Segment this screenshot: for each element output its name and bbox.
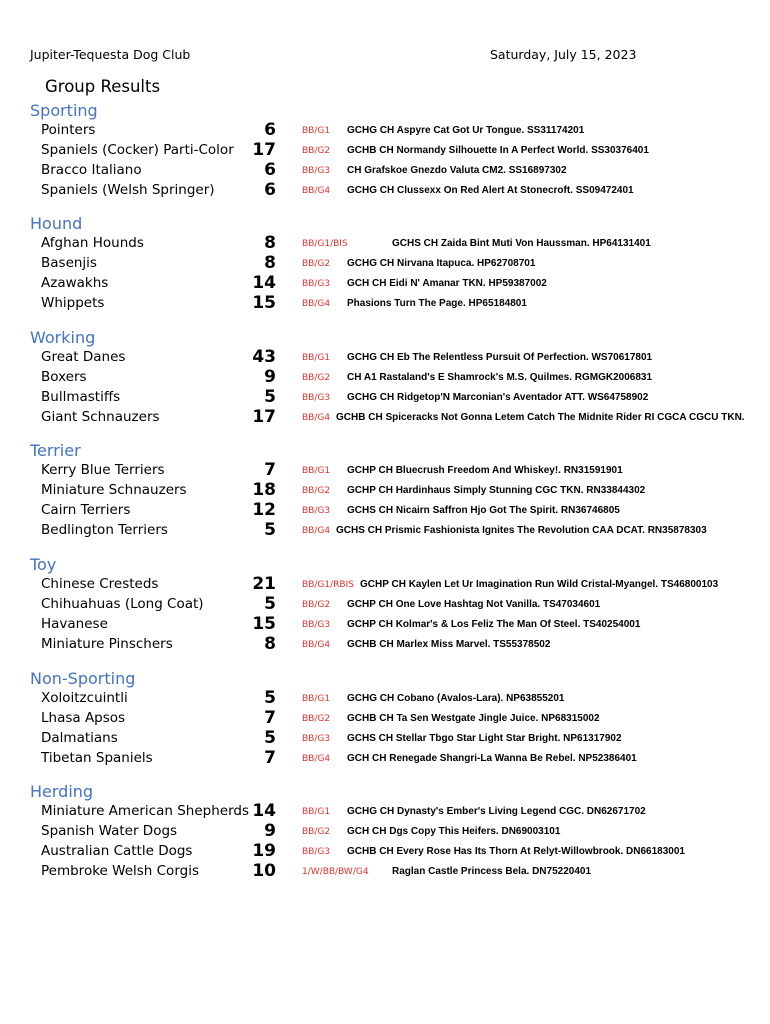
breed-name: Pembroke Welsh Corgis xyxy=(41,863,199,879)
entry-count: 14 xyxy=(252,273,276,293)
award-code: BB/G3 xyxy=(302,847,331,857)
winner-name: GCHS CH Prismic Fashionista Ignites The Revolution CAA DCAT. RN35878303 xyxy=(336,525,707,536)
award-code: BB/G1 xyxy=(302,694,331,704)
winner-name: GCHG CH Cobano (Avalos-Lara). NP63855201 xyxy=(347,693,565,704)
entry-count: 7 xyxy=(264,748,276,768)
breed-name: Bracco Italiano xyxy=(41,162,142,178)
winner-name: GCHP CH One Love Hashtag Not Vanilla. TS47034601 xyxy=(347,599,601,610)
award-code: BB/G4 xyxy=(302,299,331,309)
entry-count: 15 xyxy=(252,293,276,313)
award-code: BB/G1/BIS xyxy=(302,239,348,249)
award-code: BB/G4 xyxy=(302,754,331,764)
entry-count: 17 xyxy=(252,140,276,160)
breed-name: Pointers xyxy=(41,122,96,138)
group-title: Toy xyxy=(30,555,57,574)
breed-name: Miniature American Shepherds xyxy=(41,803,249,819)
award-code: BB/G3 xyxy=(302,166,331,176)
award-code: BB/G3 xyxy=(302,279,331,289)
breed-name: Giant Schnauzers xyxy=(41,409,160,425)
winner-name: GCHB CH Marlex Miss Marvel. TS55378502 xyxy=(347,639,551,650)
award-code: BB/G2 xyxy=(302,714,331,724)
event-date: Saturday, July 15, 2023 xyxy=(490,47,637,62)
result-row xyxy=(30,121,760,141)
award-code: BB/G2 xyxy=(302,373,331,383)
winner-name: GCHS CH Zaida Bint Muti Von Haussman. HP64131401 xyxy=(392,238,651,249)
result-row xyxy=(30,408,760,428)
award-code: BB/G1 xyxy=(302,807,331,817)
breed-name: Spaniels (Welsh Springer) xyxy=(41,182,215,198)
result-row xyxy=(30,521,760,541)
result-row xyxy=(30,822,760,842)
winner-name: CH A1 Rastaland's E Shamrock's M.S. Quilmes. RGMGK2006831 xyxy=(347,372,653,383)
result-row xyxy=(30,689,760,709)
result-row xyxy=(30,842,760,862)
award-code: BB/G3 xyxy=(302,620,331,630)
entry-count: 17 xyxy=(252,407,276,427)
group-section xyxy=(30,554,760,655)
group-section xyxy=(30,781,760,882)
entry-count: 7 xyxy=(264,460,276,480)
entry-count: 5 xyxy=(264,594,276,614)
award-code: BB/G2 xyxy=(302,146,331,156)
page-title: Group Results xyxy=(45,77,161,96)
breed-name: Great Danes xyxy=(41,349,126,365)
winner-name: GCHS CH Stellar Tbgo Star Light Star Bright. NP61317902 xyxy=(347,733,622,744)
winner-name: GCHB CH Normandy Silhouette In A Perfect World. SS30376401 xyxy=(347,145,649,156)
entry-count: 15 xyxy=(252,614,276,634)
breed-name: Boxers xyxy=(41,369,87,385)
result-row xyxy=(30,595,760,615)
result-row xyxy=(30,802,760,822)
breed-name: Lhasa Apsos xyxy=(41,710,126,726)
entry-count: 9 xyxy=(264,367,276,387)
award-code: 1/W/BB/BW/G4 xyxy=(302,867,369,877)
result-row xyxy=(30,348,760,368)
award-code: BB/G2 xyxy=(302,600,331,610)
winner-name: GCHP CH Hardinhaus Simply Stunning CGC TKN. RN33844302 xyxy=(347,485,646,496)
group-section xyxy=(30,440,760,541)
breed-name: Basenjis xyxy=(41,255,97,271)
award-code: BB/G1/RBIS xyxy=(302,580,354,590)
breed-name: Bullmastiffs xyxy=(41,389,121,405)
result-row xyxy=(30,709,760,729)
group-title: Working xyxy=(30,328,96,347)
winner-name: GCHG CH Eb The Relentless Pursuit Of Perfection. WS70617801 xyxy=(347,352,653,363)
result-row xyxy=(30,181,760,201)
winner-name: GCHG CH Ridgetop'N Marconian's Aventador ATT. WS64758902 xyxy=(347,392,649,403)
entry-count: 18 xyxy=(252,480,276,500)
entry-count: 14 xyxy=(252,801,276,821)
breed-name: Tibetan Spaniels xyxy=(41,750,153,766)
winner-name: GCHB CH Spiceracks Not Gonna Letem Catch The Midnite Rider RI CGCA CGCU TKN. xyxy=(336,412,745,423)
award-code: BB/G4 xyxy=(302,413,331,423)
award-code: BB/G2 xyxy=(302,827,331,837)
winner-name: GCHP CH Bluecrush Freedom And Whiskey!. RN31591901 xyxy=(347,465,623,476)
winner-name: GCHB CH Ta Sen Westgate Jingle Juice. NP68315002 xyxy=(347,713,600,724)
breed-name: Dalmatians xyxy=(41,730,118,746)
breed-name: Spaniels (Cocker) Parti-Color xyxy=(41,142,234,158)
winner-name: GCHP CH Kolmar's & Los Feliz The Man Of Steel. TS40254001 xyxy=(347,619,641,630)
entry-count: 9 xyxy=(264,821,276,841)
winner-name: CH Grafskoe Gnezdo Valuta CM2. SS16897302 xyxy=(347,165,567,176)
award-code: BB/G4 xyxy=(302,640,331,650)
club-name: Jupiter-Tequesta Dog Club xyxy=(30,47,191,62)
result-row xyxy=(30,388,760,408)
breed-name: Chinese Cresteds xyxy=(41,576,159,592)
winner-name: Phasions Turn The Page. HP65184801 xyxy=(347,298,527,309)
award-code: BB/G4 xyxy=(302,186,331,196)
award-code: BB/G3 xyxy=(302,506,331,516)
entry-count: 5 xyxy=(264,387,276,407)
result-row xyxy=(30,254,760,274)
breed-name: Spanish Water Dogs xyxy=(41,823,178,839)
breed-name: Azawakhs xyxy=(41,275,109,291)
group-title: Hound xyxy=(30,214,83,233)
entry-count: 5 xyxy=(264,520,276,540)
breed-name: Miniature Schnauzers xyxy=(41,482,187,498)
entry-count: 21 xyxy=(252,574,276,594)
result-row xyxy=(30,461,760,481)
group-title: Terrier xyxy=(30,441,81,460)
result-row xyxy=(30,615,760,635)
result-row xyxy=(30,729,760,749)
breed-name: Cairn Terriers xyxy=(41,502,131,518)
winner-name: GCH CH Eidi N' Amanar TKN. HP59387002 xyxy=(347,278,547,289)
breed-name: Xoloitzcuintli xyxy=(41,690,128,706)
entry-count: 19 xyxy=(252,841,276,861)
winner-name: GCHB CH Every Rose Has Its Thorn At Relyt-Willowbrook. DN66183001 xyxy=(347,846,685,857)
entry-count: 6 xyxy=(264,120,276,140)
result-row xyxy=(30,234,760,254)
entry-count: 6 xyxy=(264,180,276,200)
award-code: BB/G1 xyxy=(302,353,331,363)
breed-name: Miniature Pinschers xyxy=(41,636,173,652)
entry-count: 12 xyxy=(252,500,276,520)
winner-name: GCHG CH Clussexx On Red Alert At Stonecroft. SS09472401 xyxy=(347,185,634,196)
group-title: Herding xyxy=(30,782,94,801)
breed-name: Bedlington Terriers xyxy=(41,522,168,538)
award-code: BB/G3 xyxy=(302,734,331,744)
result-row xyxy=(30,274,760,294)
breed-name: Whippets xyxy=(41,295,105,311)
breed-name: Havanese xyxy=(41,616,108,632)
group-section xyxy=(30,100,760,201)
group-section xyxy=(30,327,760,428)
award-code: BB/G1 xyxy=(302,466,331,476)
winner-name: GCHG CH Nirvana Itapuca. HP62708701 xyxy=(347,258,536,269)
result-row xyxy=(30,161,760,181)
award-code: BB/G2 xyxy=(302,259,331,269)
result-row xyxy=(30,141,760,161)
entry-count: 8 xyxy=(264,253,276,273)
result-row xyxy=(30,294,760,314)
entry-count: 6 xyxy=(264,160,276,180)
award-code: BB/G4 xyxy=(302,526,331,536)
award-code: BB/G1 xyxy=(302,126,331,136)
breed-name: Afghan Hounds xyxy=(41,235,144,251)
winner-name: Raglan Castle Princess Bela. DN75220401 xyxy=(392,866,591,877)
winner-name: GCH CH Renegade Shangri-La Wanna Be Rebel. NP52386401 xyxy=(347,753,637,764)
group-title: Non-Sporting xyxy=(30,669,136,688)
entry-count: 7 xyxy=(264,708,276,728)
result-row xyxy=(30,368,760,388)
entry-count: 5 xyxy=(264,728,276,748)
winner-name: GCHG CH Aspyre Cat Got Ur Tongue. SS31174201 xyxy=(347,125,585,136)
result-row xyxy=(30,862,760,882)
breed-name: Kerry Blue Terriers xyxy=(41,462,165,478)
result-row xyxy=(30,501,760,521)
entry-count: 8 xyxy=(264,233,276,253)
award-code: BB/G2 xyxy=(302,486,331,496)
result-row xyxy=(30,481,760,501)
winner-name: GCHS CH Nicairn Saffron Hjo Got The Spirit. RN36746805 xyxy=(347,505,620,516)
breed-name: Chihuahuas (Long Coat) xyxy=(41,596,204,612)
entry-count: 5 xyxy=(264,688,276,708)
award-code: BB/G3 xyxy=(302,393,331,403)
result-row xyxy=(30,635,760,655)
winner-name: GCH CH Dgs Copy This Heifers. DN69003101 xyxy=(347,826,561,837)
winner-name: GCHG CH Dynasty's Ember's Living Legend CGC. DN62671702 xyxy=(347,806,646,817)
entry-count: 8 xyxy=(264,634,276,654)
group-section xyxy=(30,213,760,314)
result-row xyxy=(30,749,760,769)
result-row xyxy=(30,575,760,595)
winner-name: GCHP CH Kaylen Let Ur Imagination Run Wild Cristal-Myangel. TS46800103 xyxy=(360,579,719,590)
entry-count: 10 xyxy=(252,861,276,881)
group-title: Sporting xyxy=(30,101,98,120)
group-section xyxy=(30,668,760,769)
breed-name: Australian Cattle Dogs xyxy=(41,843,193,859)
entry-count: 43 xyxy=(252,347,276,367)
